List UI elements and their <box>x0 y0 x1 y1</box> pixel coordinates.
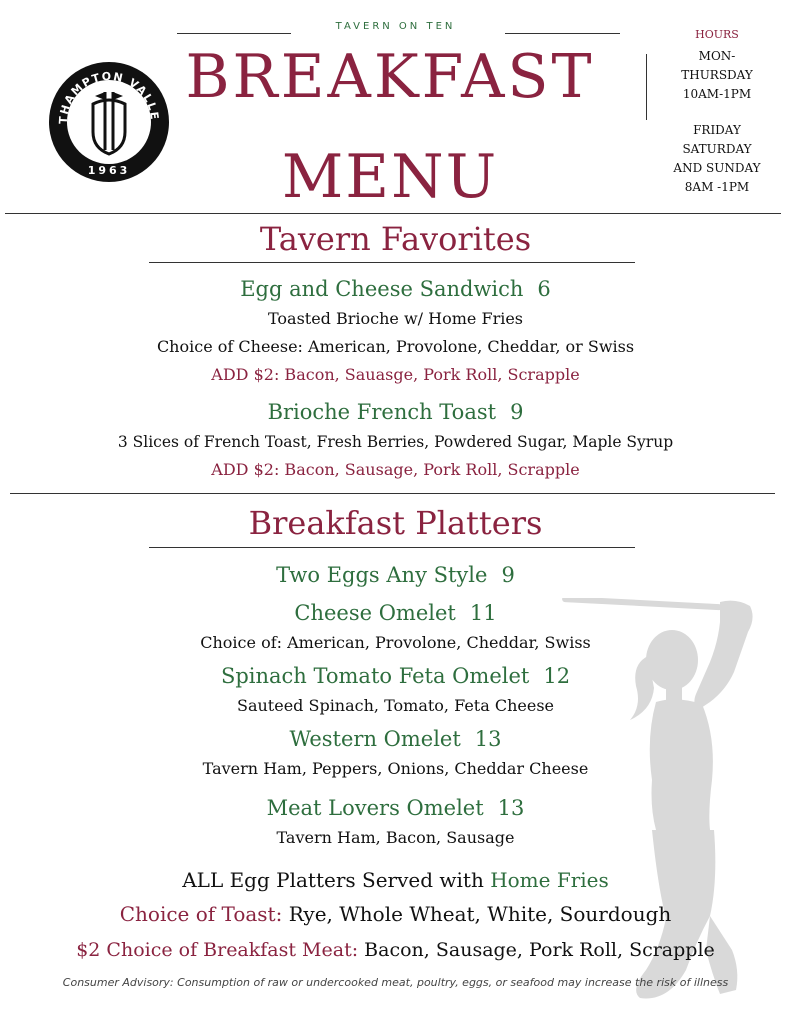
page-title-line1: BREAKFAST <box>185 42 595 112</box>
toast-label: Choice of Toast: <box>119 902 283 926</box>
hours-title: HOURS <box>695 28 739 41</box>
platters-served-with <box>0 865 791 895</box>
item-price: 12 <box>543 664 571 688</box>
platters-underline <box>149 547 635 548</box>
item-name: Western Omelet <box>289 727 461 751</box>
item-addon: ADD $2: Bacon, Sauasge, Pork Roll, Scrapple <box>211 365 580 384</box>
menu-item-title <box>0 794 791 822</box>
hours-weekday-days-2: THURSDAY <box>681 68 753 82</box>
toast-options: Rye, Whole Wheat, White, Sourdough <box>288 902 672 926</box>
hours-divider <box>646 54 647 120</box>
served-prefix: ALL Egg Platters Served with <box>182 868 484 892</box>
item-description: Choice of: American, Provolone, Cheddar, Swiss <box>200 633 591 652</box>
section-title-favorites: Tavern Favorites <box>259 220 532 258</box>
meat-options: Bacon, Sausage, Pork Roll, Scrapple <box>364 939 715 961</box>
item-name: Cheese Omelet <box>294 601 456 625</box>
tagline: TAVERN ON TEN <box>335 21 456 32</box>
hours-weekend-days-2: SATURDAY <box>682 142 752 156</box>
hours-weekday-days-1: MON- <box>698 49 736 63</box>
item-name: Brioche French Toast <box>267 400 497 424</box>
club-logo <box>45 58 173 186</box>
item-name: Meat Lovers Omelet <box>266 796 484 820</box>
page-title-line2: MENU <box>281 142 499 212</box>
meat-choice <box>0 935 791 965</box>
meat-label: $2 Choice of Breakfast Meat: <box>76 939 359 961</box>
hours-weekend-time: 8AM -1PM <box>684 180 750 194</box>
section-title-platters: Breakfast Platters <box>248 504 543 542</box>
toast-choice <box>0 899 791 929</box>
logo-ring-text: THAMPTON VALLE <box>56 69 162 125</box>
favorites-underline <box>149 262 635 263</box>
menu-item-title <box>0 662 791 690</box>
hours-weekend-days-1: FRIDAY <box>693 123 741 137</box>
menu-item-title <box>0 275 791 303</box>
hours-weekend-days-3: AND SUNDAY <box>673 161 761 175</box>
item-description: Choice of Cheese: American, Provolone, Cheddar, or Swiss <box>156 337 635 356</box>
item-price: 13 <box>497 796 525 820</box>
item-description: Sauteed Spinach, Tomato, Feta Cheese <box>236 696 555 715</box>
item-addon: ADD $2: Bacon, Sausage, Pork Roll, Scrapple <box>211 460 580 479</box>
header-divider <box>5 213 781 214</box>
item-description: Tavern Ham, Peppers, Onions, Cheddar Cheese <box>202 759 589 778</box>
item-description: Toasted Brioche w/ Home Fries <box>267 309 524 328</box>
menu-item-title <box>0 725 791 753</box>
item-price: 9 <box>501 563 515 587</box>
header-rule-right <box>505 33 620 34</box>
item-description: 3 Slices of French Toast, Fresh Berries, Powdered Sugar, Maple Syrup <box>117 433 674 451</box>
section-divider <box>10 493 775 494</box>
item-name: Spinach Tomato Feta Omelet <box>220 664 530 688</box>
item-price: 11 <box>469 601 497 625</box>
item-name: Egg and Cheese Sandwich <box>240 277 524 301</box>
item-price: 13 <box>474 727 502 751</box>
served-highlight: Home Fries <box>490 868 609 892</box>
menu-item-title <box>0 599 791 627</box>
hours-weekday-time: 10AM-1PM <box>682 87 752 101</box>
item-name: Two Eggs Any Style <box>276 563 488 587</box>
menu-item-title <box>0 561 791 589</box>
menu-item-title <box>0 398 791 426</box>
logo-year: 1963 <box>87 164 131 177</box>
consumer-advisory: Consumer Advisory: Consumption of raw or undercooked meat, poultry, eggs, or seafood may increase the risk of illness <box>62 976 729 989</box>
header-rule-left <box>177 33 291 34</box>
item-description: Tavern Ham, Bacon, Sausage <box>276 828 515 847</box>
item-price: 6 <box>537 277 551 301</box>
item-price: 9 <box>510 400 524 424</box>
